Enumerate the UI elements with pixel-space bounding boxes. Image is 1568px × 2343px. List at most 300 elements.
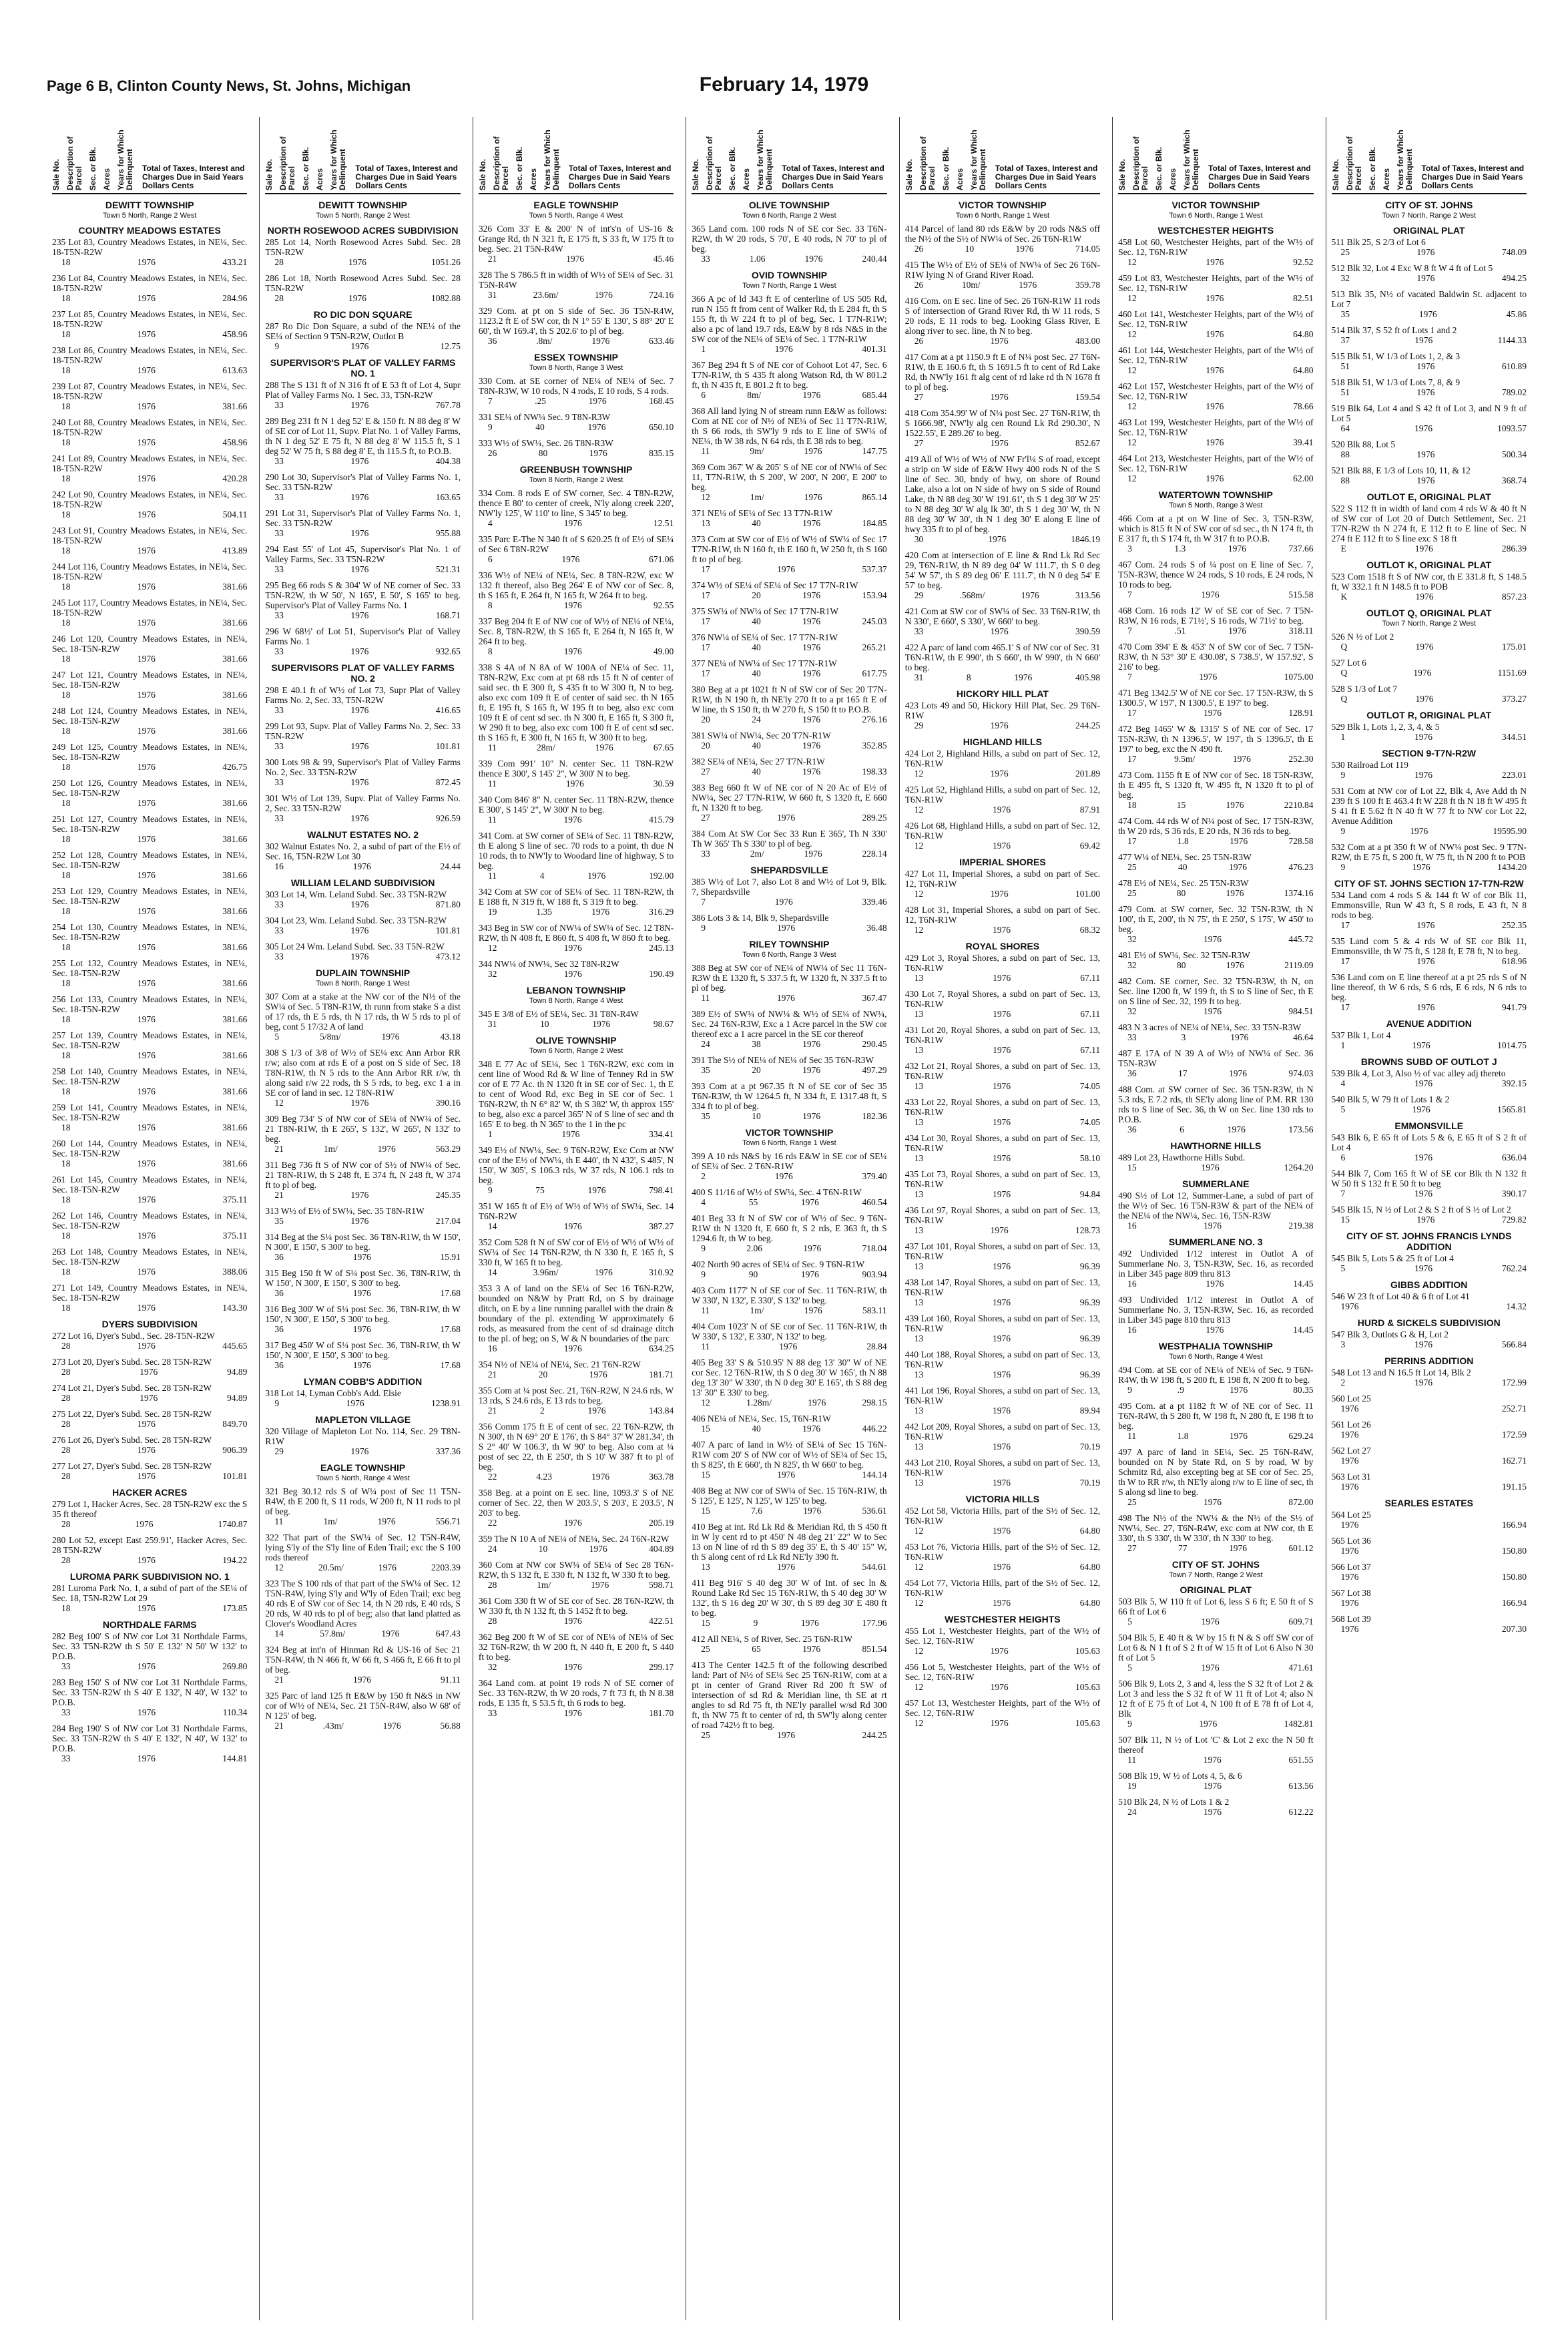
parcel-value: 1976 [1414,770,1433,780]
parcel-value: 1976 [137,798,156,808]
parcel-value: 252.30 [1288,754,1314,764]
parcel-value: 381.66 [222,1086,248,1096]
parcel-entry [905,749,1100,779]
parcel-value: 6 [1180,1124,1185,1134]
parcel-value: 1976 [352,1360,371,1370]
parcel-entry [265,992,460,1042]
parcel-value: 1976 [992,805,1011,815]
parcel-value: 1976 [1414,1263,1433,1273]
parcel-value: 12 [914,925,924,935]
parcel-values [52,1341,247,1351]
parcel-values [905,769,1100,779]
column-header [52,117,247,194]
parcel-value: 21 [274,1675,284,1685]
parcel-value: 32 [1127,960,1137,970]
parcel-values [52,509,247,519]
parcel-value: 1976 [137,1555,156,1565]
parcel-value: 18 [61,1267,71,1277]
parcel-description: 426 Lot 68, Highland Hills, a subd on part of Sec. 12, T6N-R1W [904,821,1101,841]
parcel-value: 36 [487,336,497,346]
parcel-entry [1332,658,1527,678]
parcel-value: 1976 [350,813,369,823]
parcel-values [692,1730,886,1740]
column-header [1332,117,1527,194]
parcel-value: 1976 [563,969,582,979]
parcel-values [1332,1404,1527,1414]
parcel-value: 1374.16 [1284,888,1314,898]
parcel-entry [905,1025,1100,1055]
parcel-value: 1.8 [1177,1431,1189,1441]
parcel-values [692,1269,886,1279]
parcel-value: 381.66 [222,401,248,411]
parcel-values [905,973,1100,983]
parcel-value: 497.29 [862,1065,887,1075]
parcel-entry [1118,1365,1313,1395]
parcel-entry [905,1626,1100,1656]
parcel-value: 390.16 [435,1098,461,1108]
parcel-value: 536.61 [862,1506,887,1516]
section-title: EAGLE TOWNSHIP [533,200,619,210]
parcel-value: 1976 [992,1369,1011,1379]
parcel-description: 528 S 1/3 of Lot 7 [1331,684,1398,694]
parcel-value: 2 [701,1171,706,1181]
parcel-value: 1976 [1021,590,1039,600]
parcel-values [479,742,674,753]
parcel-values [1118,1006,1313,1016]
parcel-description: 240 Lot 88, Country Meadows Estates, in NE¼, Sec. 18-T5N-R2W [52,417,248,437]
parcel-description: 544 Blk 7, Com 165 ft W of SE cor Blk th N 132 ft W 50 ft S 132 ft E 50 ft to beg [1331,1168,1527,1189]
parcel-values [1332,475,1527,485]
parcel-entry [479,270,674,300]
parcel-entry [479,1283,674,1353]
parcel-value: 1976 [1206,329,1224,339]
parcel-value: 941.79 [1501,1002,1527,1012]
parcel-description: 399 A 10 rds N&S by 16 rds E&W in SE cor of SE¼ of SE¼ of Sec. 2 T6N-R1W [692,1151,887,1171]
parcel-value: 153.94 [862,590,887,600]
parcel-values [692,446,886,456]
parcel-values [905,590,1100,600]
parcel-entry [479,616,674,656]
parcel-entry [692,1522,886,1572]
parcel-values [1332,920,1527,930]
parcel-value: 1976 [563,943,582,953]
parcel-value: 18 [61,978,71,988]
parcel-entry [1332,465,1527,485]
parcel-description: 431 Lot 20, Royal Shores, a subd on part of Sec. 13, T6N-R1W [904,1025,1101,1045]
parcel-entry [52,1435,247,1455]
parcel-value: 12 [914,889,924,899]
column-header [905,117,1100,194]
parcel-value: 36.48 [866,923,887,933]
parcel-description: 315 Beg 150 ft W of S¼ post Sec. 36, T8N-R1W, th W 150', N 300', E 150', S 300' to beg. [265,1268,461,1288]
parcel-description: 311 Beg 736 ft S of NW cor of S½ of NW¼ of Sec. 21 T8N-R1W, th S 248 ft, E 374 ft, N 248 ft, W 374 ft to pl of beg. [265,1160,461,1190]
parcel-value: 671.06 [649,554,674,564]
parcel-value: 5 [1340,1104,1346,1114]
parcel-values [1332,1301,1527,1311]
parcel-values [1332,335,1527,345]
parcel-value: 1976 [589,1369,607,1379]
tax-listing-columns [47,117,1532,2320]
parcel-value: 1976 [808,1398,826,1408]
parcel-value: 381.66 [222,834,248,844]
parcel-description: 434 Lot 30, Royal Shores, a subd on part of Sec. 13, T6N-R1W [904,1133,1101,1153]
parcel-value: 18 [61,1195,71,1205]
parcel-description: 391 The S½ of NE¼ of NE¼ of Sec 35 T6N-R3W [692,1055,874,1065]
parcel-values [905,720,1100,730]
parcel-value: 31 [914,672,924,682]
parcel-values [692,767,886,777]
parcel-entry [1332,1510,1527,1530]
parcel-value: 24.44 [440,861,461,871]
parcel-value: 1976 [1206,365,1224,375]
parcel-values [479,1708,674,1718]
parcel-description: 308 S 1/3 of 3/8 of W½ of SE¼ exc Ann Arbor RR r/w; also com at rds E of a post on S side of Sec. 18 T8N-R1W, th N 5 rds to the Ann Arbor RR r/w, th along said r/w 22 rods, th S 5 rds, to beg. exc 1 a in SE cor of land in sec. 12 T8N-R1W [265,1048,461,1098]
parcel-value: 1976 [561,1129,580,1139]
parcel-description: 422 A parc of land com 465.1' S of NW cor of Sec. 31 T6N-R1W, th E 990', th S 660', th W 990', th N 660' to beg. [904,642,1101,672]
parcel-value: 80 [1176,888,1186,898]
parcel-value: 26 [914,280,924,290]
parcel-values [52,654,247,664]
parcel-value: 40 [1178,862,1188,872]
parcel-values [1332,423,1527,433]
parcel-values [265,1629,460,1639]
parcel-value: 25 [1340,247,1350,257]
parcel-description: 349 E½ of NW¼, Sec. 9 T6N-R2W, Exc Com at NW cor of the E½ of NW¼, th E 440', th N 432', S 485', N 150', W 305', S 106.3 rds, W 37 rds, N 106.1 rds to beg. [478,1145,674,1185]
parcel-description: 356 Comm 175 ft E of cent of sec. 22 T6N-R2W, th N 300', th N 69° 20' E 176', th S 84° 37' W 281.34', th S 2° 40' W 106.3', th W 90' to beg. Also com at ¼ post of sec 22, th E 250', th S 10' W 387 ft to pl of beg. [478,1422,674,1472]
parcel-value: 28 [61,1519,71,1529]
parcel-values [1332,247,1527,257]
parcel-value: 13 [914,1189,924,1199]
parcel-description: 276 Lot 26, Dyer's Subd. Sec. 28 T5N-R2W [52,1435,212,1445]
parcel-entry [265,380,460,410]
parcel-description: 494 Com. at SE cor of NE¼ of NE¼ of Sec. 9 T6N-R4W, th W 198 ft, S 200 ft, E 198 ft, N 200 ft to beg. [1118,1365,1314,1385]
parcel-value: 40 [752,668,761,678]
parcel-values [52,546,247,556]
parcel-description: 425 Lot 52, Highland Hills, a subd on part of Sec. 12, T6N-R1W [904,785,1101,805]
parcel-entry [52,1211,247,1241]
parcel-description: 413 The Center 142.5 ft of the following described land: Part of N½ of SE¼ Sec 25 T6N-R1W, com at a pt in center of Grand River Rd 200 ft SW of intersection of sd Rd & Meridian line, th SE at rt angles to sd Rd 75 ft, th NE'ly parallel w/sd Rd 300 ft, th NW 75 ft to center of rd, th SW'ly along center of road 742½ ft to beg. [692,1660,887,1730]
parcel-value: 36 [1127,1068,1137,1078]
parcel-value: 1976 [377,1516,396,1526]
parcel-value: 1976 [137,1267,156,1277]
listing-column [899,117,1105,2320]
parcel-value: 9 [701,1243,706,1253]
parcel-value: 1976 [1226,888,1244,898]
parcel-value: 629.24 [1288,1431,1314,1441]
parcel-entry [1118,852,1313,872]
parcel-value: 1976 [1416,956,1435,966]
parcel-value: 15 [701,1470,710,1480]
section-title: OLIVE TOWNSHIP [535,1035,617,1046]
parcel-value: 26 [914,244,924,254]
parcel-values [1332,1482,1527,1492]
parcel-description: 488 Com. at SW corner of Sec. 36 T5N-R3W, th N 5.3 rds, E 7.2 rds, th SE'ly along line of P.M. RR 130 rds to S line of Sec. 36, th W on Sec. line 130 rds to P.O.B. [1118,1084,1314,1124]
section-title: WATERTOWN TOWNSHIP [1158,489,1273,500]
parcel-values [265,1675,460,1685]
parcel-entry [905,869,1100,899]
parcel-value: 1976 [1206,257,1224,267]
parcel-value: 9 [1127,1719,1132,1729]
parcel-entry [265,889,460,909]
parcel-value: 159.54 [1075,392,1101,402]
parcel-value: 1976 [803,1243,822,1253]
parcel-value: 1976 [1201,1162,1220,1173]
parcel-values [1332,770,1527,780]
parcel-value: 20 [701,714,710,724]
parcel-entry [479,887,674,917]
parcel-values [905,1442,1100,1452]
parcel-value: 1976 [563,1662,582,1672]
parcel-value: 18 [61,654,71,664]
parcel-entry [1332,936,1527,966]
parcel-value: 33 [274,492,284,502]
parcel-value: 29 [274,1446,284,1456]
parcel-values [479,290,674,300]
parcel-description: 256 Lot 133, Country Meadows Estates, in NE¼, Sec. 18-T5N-R2W [52,994,248,1014]
parcel-value: 33 [61,1661,71,1671]
parcel-value: 1976 [1414,544,1433,554]
parcel-value: 1976 [802,1039,821,1049]
parcel-value: 1976 [1340,1456,1359,1466]
column-header-total: Total of Taxes, Interest and Charges Due in Said Years Dollars Cents [782,164,884,190]
parcel-description: 329 Com. at pt on S side of Sec. 36 T5N-R4W, 1123.2 ft E of SW cor, th N 1° 55' E 130', S 88° 20' E 60', th W 169.4', th S 202.6' to pl of beg. [478,306,674,336]
parcel-value: 13 [914,973,924,983]
parcel-description: 287 Ro Dic Don Square, a subd of the NE¼ of the SE¼ of Section 9 T5N-R2W, Outlot B [265,321,461,341]
parcel-value: 835.15 [649,448,674,458]
parcel-value: 1434.20 [1497,862,1527,872]
parcel-description: 298 E 40.1 ft of W½ of Lot 73, Supr Plat of Valley Farms No. 2, Sec. 33, T5N-R2W [265,685,461,705]
parcel-entry [52,1499,247,1529]
parcel-value: 1m/ [323,1144,338,1154]
parcel-description: 389 E½ of SW¼ of NW¼ & W½ of SE¼ of NW¼, Sec. 24 T6N-R3W, Exc a 1 Acre parcel in the SW cor thereof exc a 1 acre parcel in the SE cor thereof [692,1009,887,1039]
section-title: LEBANON TOWNSHIP [526,985,626,996]
parcel-value: 851.54 [862,1644,887,1654]
parcel-entry [905,1662,1100,1692]
parcel-value: 33 [274,777,284,787]
parcel-description: 520 Blk 88, Lot 5 [1331,439,1396,449]
parcel-entry [1118,950,1313,970]
parcel-value: 143.84 [649,1406,674,1416]
parcel-value: 334.41 [649,1129,674,1139]
parcel-values [692,923,886,933]
parcel-values [905,1682,1100,1692]
parcel-value: 381.66 [222,1050,248,1060]
parcel-value: 10 [752,1111,761,1121]
parcel-value: 471.61 [1288,1663,1314,1673]
column-header-label: Years for Which Delinquent [329,130,348,190]
parcel-value: 9 [701,923,706,933]
parcel-value: 1976 [594,290,613,300]
parcel-value: 1976 [990,769,1009,779]
parcel-value: 4 [487,518,493,528]
parcel-value: 3 [1127,544,1132,554]
parcel-value: 1976 [992,1562,1011,1572]
section-title: NORTHDALE FARMS [102,1619,197,1630]
parcel-entry [52,1102,247,1132]
parcel-description: 262 Lot 146, Country Meadows Estates, in NE¼, Sec. 18-T5N-R2W [52,1211,248,1231]
parcel-entry [265,1486,460,1526]
parcel-value: 1976 [802,1111,821,1121]
parcel-value: 19 [487,907,497,917]
parcel-values [692,1618,886,1628]
parcel-values [1332,642,1527,652]
parcel-description: 483 N 3 acres of NE¼ of NE¼, Sec. 33 T5N-R3W [1118,1022,1302,1032]
parcel-value: 13 [914,1333,924,1343]
parcel-description: 492 Undivided 1/12 interest in Outlot A of Summerlane No. 3, T5N-R3W, Sec. 16, as recorded in Liber 345 page 809 thru 813 [1118,1249,1314,1279]
parcel-description: 418 Com 354.99' W of N¼ post Sec. 27 T6N-R1W, th S 1666.98', NW'ly alg cen Round Lk Rd 290.30', N 1522.55', E 289.26' to beg. [904,408,1101,438]
section-subtitle: Town 7 North, Range 1 West [742,282,836,290]
parcel-values [265,705,460,715]
parcel-description: 462 Lot 157, Westchester Heights, part of the W½ of Sec. 12, T6N-R1W [1118,381,1314,401]
parcel-description: 254 Lot 130, Country Meadows Estates, in NE¼, Sec. 18-T5N-R2W [52,922,248,942]
parcel-value: 1976 [777,1730,796,1740]
parcel-description: 470 Com 394' E & 453' N of SW cor of Sec. 7 T5N-R3W, th N 53° 30' E 430.08', S 738.5', W 157.92', S 216' to beg. [1118,642,1314,672]
parcel-entry [479,1201,674,1231]
parcel-description: 302 Walnut Estates No. 2, a subd of part of the E½ of Sec. 16, T5N-R2W Lot 30 [265,841,461,861]
parcel-value: 583.11 [862,1305,887,1315]
parcel-value: 18 [61,870,71,880]
parcel-entry [1118,1249,1313,1289]
parcel-entry [52,1631,247,1671]
parcel-description: 252 Lot 128, Country Meadows Estates, in NE¼, Sec. 18-T5N-R2W [52,850,248,870]
column-header-label: Sale No. [477,158,487,190]
parcel-description: 367 Beg 294 ft S of NE cor of Cohoot Lot 47, Sec. 6 T7N-R1W, th S 435 ft along Watson Rd, th W 801.2 ft, th N 435 ft, E 801.2 ft to beg. [692,360,887,390]
parcel-description: 285 Lot 14, North Rosewood Acres Subd. Sec. 28 T5N-R2W [265,237,461,257]
parcel-entry [1332,439,1527,459]
parcel-values [1118,672,1313,682]
parcel-values [905,889,1100,899]
parcel-value: 150.80 [1501,1546,1527,1556]
section-title: SHEPARDSVILLE [750,865,828,875]
column-header [1118,117,1313,194]
parcel-values [1118,1497,1313,1507]
parcel-value: 24 [1127,1807,1137,1817]
parcel-values [52,870,247,880]
parcel-entry [1332,325,1527,345]
parcel-value: 35 [701,1111,710,1121]
parcel-entry [905,785,1100,815]
section-title: CITY OF ST. JOHNS FRANCIS LYNDS ADDITION [1346,1231,1512,1252]
parcel-values [479,254,674,264]
parcel-value: 286.39 [1501,544,1527,554]
parcel-entry [1332,1291,1527,1311]
parcel-entry [479,376,674,406]
parcel-description: 303 Lot 14, Wm. Leland Subd. Sec. 33 T5N-R2W [265,889,447,899]
parcel-values [52,1519,247,1529]
parcel-value: 515.58 [1288,590,1314,600]
parcel-value: 13 [914,1045,924,1055]
parcel-description: 459 Lot 83, Westchester Heights, part of the W½ of Sec. 12, T6N-R1W [1118,273,1314,293]
parcel-value: 9 [753,1618,758,1628]
parcel-value: 228.14 [862,849,887,859]
parcel-description: 280 Lot 52, except East 259.91', Hacker Acres, Sec. 28 T5N-R2W [52,1535,248,1555]
parcel-value: 903.94 [862,1269,887,1279]
parcel-description: 340 Com 846' 8" N. center Sec. 11 T8N-R2W, thence E 300', S 145' 2", W 300' N to beg. [478,795,674,815]
parcel-description: 279 Lot 1, Hacker Acres, Sec. 28 T5N-R2W exc the S 35 ft thereof [52,1499,248,1519]
parcel-entry [265,841,460,871]
parcel-value: 473.12 [435,951,461,962]
section-title: EAGLE TOWNSHIP [320,1462,406,1473]
parcel-value: 634.25 [649,1343,674,1353]
parcel-entry [1118,560,1313,600]
parcel-value: 11 [701,993,710,1003]
parcel-value: 476.23 [1288,862,1314,872]
parcel-entry [1118,1447,1313,1507]
parcel-entry [692,1634,886,1654]
parcel-description: 560 Lot 25 [1331,1394,1371,1404]
parcel-description: 506 Blk 9, Lots 2, 3 and 4, less the S 32 ft of Lot 2 & Lot 3 and less the S 32 ft of W 11 ft of Lot 4; also N 12 ft of E 75 ft of Lot 4, N 100 ft of E 78 ft of Lot 4, Blk [1118,1679,1314,1719]
parcel-values [905,1117,1100,1127]
column-header-label: Sale No. [1330,158,1340,190]
parcel-entry [52,778,247,808]
parcel-value: 1976 [992,1117,1011,1127]
parcel-description: 273 Lot 20, Dyer's Subd. Sec. 28 T5N-R2W [52,1357,212,1367]
parcel-description: 478 E½ of NE¼, Sec. 25 T5N-R3W [1118,878,1249,888]
parcel-value: 18 [61,798,71,808]
parcel-entry [52,237,247,267]
parcel-value: 1976 [1414,732,1433,742]
parcel-value: 18 [61,546,71,556]
parcel-description: 433 Lot 22, Royal Shores, a subd on part of Sec. 13, T6N-R1W [904,1097,1101,1117]
parcel-value: 40 [752,1424,761,1434]
column-header-label: Years for Which Delinquent [542,130,561,190]
parcel-value: 984.51 [1288,1006,1314,1016]
parcel-value: 18 [61,257,71,267]
parcel-values [265,564,460,574]
parcel-value: 1976 [990,1646,1009,1656]
parcel-value: 205.19 [649,1518,674,1528]
parcel-values [52,978,247,988]
parcel-value: 857.23 [1501,592,1527,602]
parcel-description: 324 Beg at int'n of Hinman Rd & US-16 of Sec 21 T5N-R4W, th N 466 ft, W 66 ft, S 466 ft, E 66 ft to pl of beg. [265,1645,461,1675]
parcel-value: 494.25 [1501,273,1527,283]
parcel-value: 1976 [802,642,821,652]
parcel-value: 1976 [993,1045,1011,1055]
column-header-label: Sec. or Blk. [728,146,738,190]
page-label: Page 6 B, Clinton County News, St. Johns, Michigan [47,77,411,94]
parcel-values [265,1446,460,1456]
parcel-entry [905,1169,1100,1199]
parcel-description: 457 Lot 13, Westchester Heights, part of the W½ of Sec. 12, T6N-R1W [904,1698,1101,1718]
parcel-value: 67.11 [1080,973,1101,983]
section-title: EMMONSVILLE [1394,1120,1464,1131]
parcel-description: 490 S½ of Lot 12, Summer-Lane, a subd of part of the W½ of Sec. 16 T5N-R3W & part of the NE¼ of the NE¼ of the NW¼, Sec. 16, T5N-R3W [1118,1191,1314,1221]
parcel-value: 609.71 [1288,1617,1314,1627]
parcel-description: 493 Undivided 1/12 interest in Outlot A of Summerlane No. 3, T5N-R3W, Sec. 16, as recorded in Liber 345 page 810 thru 813 [1118,1295,1314,1325]
parcel-value: 64.80 [1079,1526,1101,1536]
parcel-value: 13 [914,1261,924,1271]
parcel-values [265,1360,460,1370]
parcel-values [265,1144,460,1154]
listing-column [259,117,465,2320]
parcel-value: 45.46 [653,254,674,264]
parcel-value: 69.42 [1079,841,1101,851]
parcel-entry [1118,237,1313,267]
parcel-value: 1976 [137,582,156,592]
parcel-value: 96.39 [1079,1297,1101,1307]
parcel-values [692,1305,886,1315]
column-header-total: Total of Taxes, Interest and Charges Due in Said Years Dollars Cents [355,164,459,190]
parcel-description: 562 Lot 27 [1331,1446,1371,1456]
parcel-value: 89.94 [1079,1406,1101,1416]
parcel-entry [1118,878,1313,898]
parcel-value: 17 [1340,1002,1350,1012]
parcel-values [1332,1152,1527,1162]
parcel-value: 92.52 [1293,257,1314,267]
parcel-entry [1332,890,1527,930]
parcel-value: 1976 [990,392,1009,402]
parcel-description: 381 SW¼ of NW¼, Sec 20 T7N-R1W [692,730,831,740]
